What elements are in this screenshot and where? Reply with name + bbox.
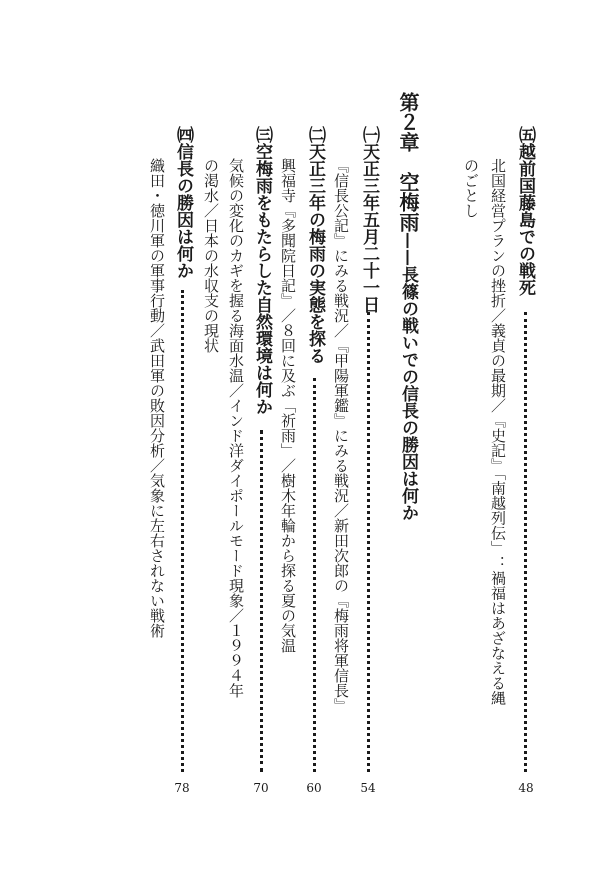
section-4-heading (174, 126, 191, 279)
section-4-page: 78 (174, 781, 190, 795)
section-2-page: 60 (306, 781, 322, 795)
section-2-heading (306, 126, 323, 364)
section-1-marker: ㈠ (359, 126, 379, 143)
section-3-heading (253, 126, 270, 415)
section-5-body-line1: 北国経営プランの挫折／義貞の最期／『史記』「南越列伝」：禍福はあざなえる縄 (489, 158, 507, 706)
chapter-label: 第２章 (396, 92, 420, 152)
section-3-body-line2: の渇水／日本の水収支の現状 (202, 158, 220, 353)
section-3-title: 空梅雨をもたらした自然環境は何か (252, 143, 272, 415)
section-1-body-line1: 『信長公記』にみる戦況／『甲陽軍鑑』にみる戦況／新田次郎の『梅雨将軍信長』 (332, 158, 350, 713)
section-2-title: 天正三年の梅雨の実態を探る (305, 143, 325, 364)
section-3-leader (260, 430, 263, 772)
section-1-leader (367, 312, 370, 772)
section-4-title: 信長の勝因は何か (173, 143, 193, 279)
section-2-body-line1: 興福寺『多聞院日記』／８回に及ぶ「祈雨」／樹木年輪から探る夏の気温 (279, 158, 297, 653)
section-5-marker: ㈤ (515, 126, 535, 143)
section-1-page: 54 (360, 781, 376, 795)
section-4-body-line1: 織田・徳川軍の軍事行動／武田軍の敗因分析／気象に左右されない戦術 (148, 158, 166, 638)
section-4-marker: ㈣ (173, 126, 193, 143)
section-1-heading (360, 126, 377, 313)
section-5-heading (516, 126, 533, 296)
chapter-heading (398, 92, 418, 521)
section-4-leader (181, 290, 184, 772)
section-5-page: 48 (518, 781, 534, 795)
section-1-title: 天正三年五月二十一日 (359, 143, 379, 313)
section-5-title: 越前国藤島での戦死 (515, 143, 535, 296)
chapter-subtitle: ——長篠の戦いでの信長の勝因は何か (398, 232, 418, 521)
section-2-marker: ㈡ (305, 126, 325, 143)
chapter-title: 空梅雨 (396, 172, 420, 232)
section-3-marker: ㈢ (252, 126, 272, 143)
section-5-body-line2: のごとし (462, 158, 480, 218)
section-5-leader (524, 312, 527, 772)
section-3-body-line1: 気候の変化のカギを握る海面水温／インド洋ダイポールモード現象／１９９４年 (227, 158, 245, 698)
section-2-leader (313, 378, 316, 772)
section-3-page: 70 (253, 781, 269, 795)
